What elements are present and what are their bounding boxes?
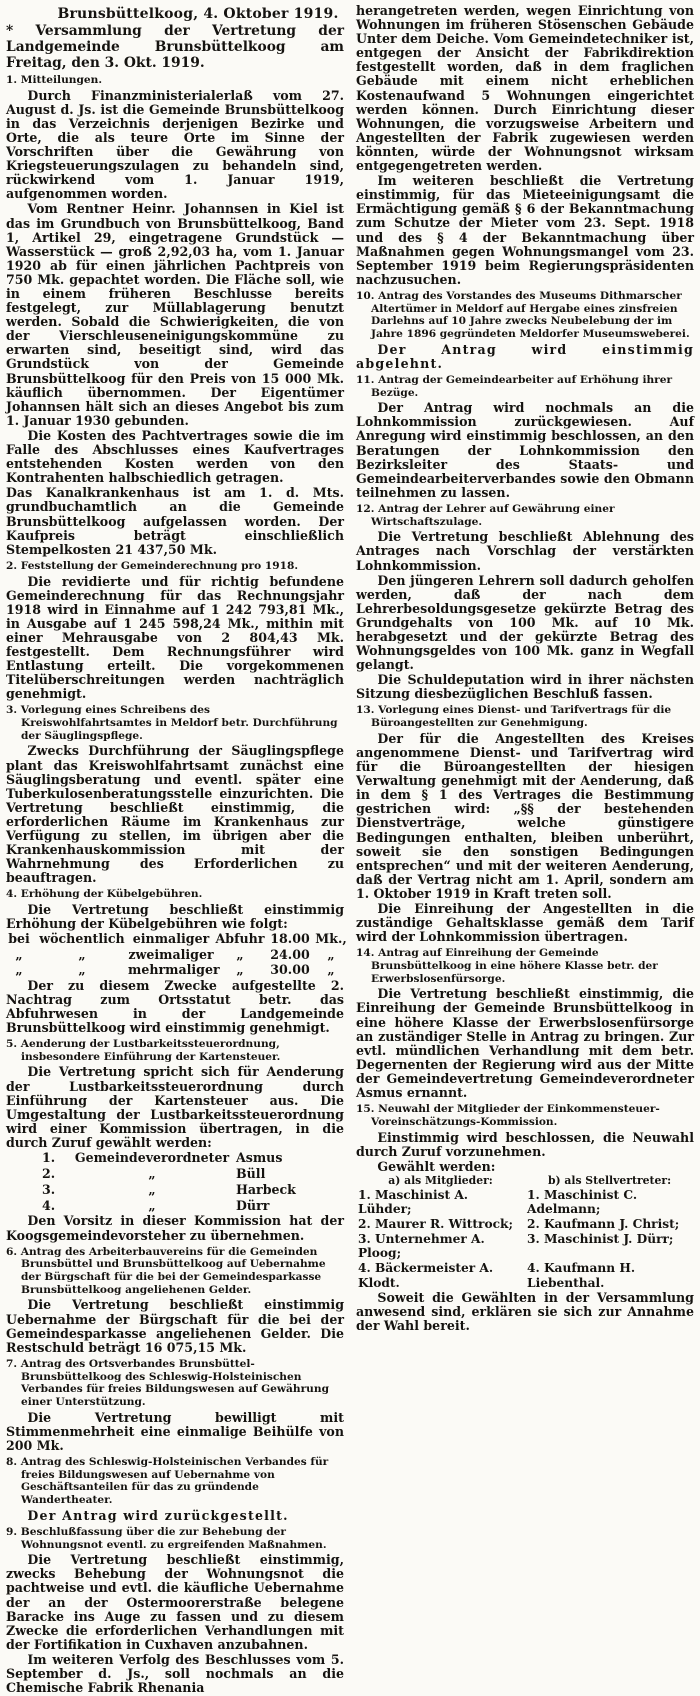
paragraph: Der Antrag wird einstimmig abgelehnt. [356,341,694,371]
paragraph: Der zu diesem Zwecke aufgestellte 2. Nachtrag zum Ortsstatut betr. das Abfuhrwesen in der Landgemeinde Brunsbüttelkoog wird einstimmig genehmigt. [6,977,344,1035]
item-heading: 9. Beschlußfassung über die zur Behebung der Wohnungsnot eventl. zu ergreifenden Maßnahmen. [6,1525,327,1551]
commission-cell: 1. [42,1150,56,1166]
column-left [6,4,347,1696]
item-heading: 1. Mitteilungen. [6,74,103,86]
elect-row [356,1261,694,1290]
fee-cell: „ [78,946,86,962]
paragraph: Die Vertretung beschließt einstimmig Erhöhung der Kübelgebühren wie folgt: [6,902,344,932]
elect-deputy: 4. Kaufmann H. Liebenthal. [527,1260,636,1290]
item-heading: 15. Neuwahl der Mitglieder der Einkommensteuer-Voreinschätzungs-Kommission. [356,1103,660,1128]
paragraph: Die Schuldeputation wird in ihrer nächsten Sitzung diesbezüglichen Beschluß fassen. [356,672,694,702]
fee-cell: wöchentlich [39,931,125,947]
paragraph: Im weiteren beschließt die Vertretung einstimmig, für das Mieteeinigungsamt die Ermächtigung gemäß § 6 der Bekanntmachung zum Schutze der Mieter vom 23. Sept. 1918 und des § 4 der Bekanntmachung über Maßnahmen gegen Wohnungsmangel vom 23. September 1919 beim Regierungspräsidenten nachzusuchen. [356,173,694,287]
item-heading: 13. Vorlegung eines Dienst- und Tarifvertrags für die Büroangestellten zur Genehmigung. [356,704,672,730]
fee-cell: „ [15,962,23,978]
commission-row [6,1183,344,1198]
item-heading: 4. Erhöhung der Kübelgebühren. [6,888,203,901]
paragraph: Soweit die Gewählten in der Versammlung anwesend sind, erklären sie sich zur Annahme der Wahl bereit. [356,1290,694,1334]
commission-cell: „ [148,1181,156,1197]
commission-cell: Gemeindeverordneter [74,1150,230,1166]
commission-cell: „ [148,1197,156,1213]
item-heading: 2. Feststellung der Gemeinderechnung pro 1918. [6,559,299,572]
elect-header-members: a) als Mitglieder: [388,1173,493,1187]
elect-row [356,1217,694,1232]
item-heading: 10. Antrag des Vorstandes des Museums Dithmarscher Altertümer in Meldorf auf Hergabe eines zinsfreien Darlehns auf 10 Jahre zwecks Neubelebung der im Jahre 1896 gegründeten Meldorfer Museumsweberei. [356,289,690,340]
paragraph: Die Vertretung beschließt einstimmig Uebernahme der Bürgschaft für die bei der Gemeindesparkasse angeliehenen Gelder. Die Restschuld beträgt 16 075,15 Mk. [6,1297,344,1355]
fee-cell: „ [327,962,335,978]
item-heading: 3. Vorlegung eines Schreibens des Kreiswohlfahrtsamtes in Meldorf betr. Durchführung der Säuglingspflege. [6,704,338,742]
paragraph: Im weiteren Verfolg des Beschlusses vom 5. September d. Js., soll nochmals an die Chemische Fabrik Rhenania [6,1651,344,1696]
elect-row [356,1188,694,1217]
fee-row [6,931,347,947]
column-right [356,4,694,1696]
paragraph: herangetreten werden, wegen Einrichtung von Wohnungen im früheren Stösenschen Gebäude Unter dem Deiche. Vom Gemeindetechniker ist, entgegen der Ansicht der Fabrikdirektion festgestellt worden, daß in dem fraglichen Gebäude mit einem nicht erheblichen Kostenaufwand 5 Wohnungen eingerichtet werden können. Durch Einrichtung dieser Wohnungen, die vorzugsweise Arbeitern und Angestellten der Fabrik zugewiesen werden könnten, würde der Wohnungsnot wirksam entgegengetreten werden. [356,3,694,174]
paragraph: Die Kosten des Pachtvertrages sowie die im Falle des Abschlusses eines Kaufvertrages entstehenden Kosten werden von den Kontrahenten halbschiedlich getragen. [6,427,344,486]
paragraph: Die Vertretung bewilligt mit Stimmenmehrheit eine einmalige Beihülfe von 200 Mk. [6,1409,344,1453]
paragraph: Die Vertretung beschließt einstimmig, zwecks Behebung der Wohnungsnot die pachtweise und evtl. die käufliche Uebernahme der an der Ostermoorerstraße belegene Baracke ins Auge zu fassen und zu diesem Zwecke die erforderlichen Verhandlungen mit der Fortifikation in Cuxhaven anzubahnen. [6,1552,344,1652]
fee-table [6,931,347,978]
article-title: * Versammlung der Vertretung der Landgemeinde Brunsbüttelkoog am Freitag, den 3. Okt. 1919. [6,23,344,71]
elect-deputy: 3. Maschinist J. Dürr; [527,1231,674,1246]
elect-deputy: 1. Maschinist C. Adelmann; [527,1187,638,1217]
fee-cell: einmaliger [132,931,210,947]
fee-cell: bei [8,931,30,947]
fee-row [6,948,344,962]
commission-cell: 2. [42,1165,56,1181]
elect-member: 1. Maschinist A. Lühder; [358,1187,469,1217]
commission-cell: Büll [236,1165,266,1181]
item-heading: 6. Antrag des Arbeiterbauvereins für die Gemeinden Brunsbüttel und Brunsbüttelkoog auf Uebernahme der Bürgschaft für die bei der Gemeindesparkasse Brunsbüttelkoog angeliehenen Gelder. [6,1245,326,1296]
item-heading: 12. Antrag der Lehrer auf Gewährung einer Wirtschaftszulage. [356,502,615,528]
fee-cell: „ [15,946,23,962]
elect-member: 4. Bäckermeister A. Klodt. [358,1260,494,1290]
elect-header-deputies: b) als Stellvertreter: [547,1173,672,1187]
dateline: Brunsbüttelkoog, 4. Oktober 1919. [57,6,339,22]
commission-cell: Harbeck [236,1181,296,1197]
commission-cell: 3. [42,1181,56,1197]
paragraph: Die Vertretung beschließt einstimmig, die Einreihung der Gemeinde Brunsbüttelkoog in eine höhere Klasse der Erwerbslosenfürsorge an zuständiger Stelle in Antrag zu bringen. Zur evtl. mündlichen Verhandlung mit dem betr. Degernenten der Regierung wird aus der Mitte der Gemeindevertretung Gemeindeverordneter Asmus ernannt. [356,986,694,1101]
commission-cell: Dürr [236,1197,270,1213]
paragraph: Den Vorsitz in dieser Kommission hat der Koogsgemeindevorsteher zu übernehmen. [6,1213,344,1243]
paragraph: Die Vertretung beschließt Ablehnung des Antrages nach Vorschlag der verstärkten Lohnkommission. [356,529,694,573]
fee-cell: zweimaliger [128,946,214,962]
commission-row [6,1199,344,1214]
elect-deputy: 2. Kaufmann J. Christ; [527,1217,680,1232]
commission-row [6,1151,344,1166]
elect-header [356,1175,694,1188]
commission-cell: 4. [42,1197,56,1213]
paragraph: Das Kanalkrankenhaus ist am 1. d. Mts. grundbuchamtlich an die Gemeinde Brunsbüttelkoog aufgelassen worden. Der Kaufpreis beträgt einschließlich Stempelkosten 21 437,50 Mk. [6,485,344,557]
fee-cell: 30.00 [270,962,310,978]
fee-cell: „ [236,962,244,978]
fee-cell: 18.00 [270,931,310,947]
elect-list [356,1175,694,1290]
paragraph: Die revidierte und für richtig befundene Gemeinderechnung für das Rechnungsjahr 1918 wird in Einnahme auf 1 242 793,81 Mk., in Ausgabe auf 1 245 598,24 Mk., mithin mit einer Mehrausgabe von 2 804,43 Mk. festgestellt. Dem Rechnungsführer wird Entlastung erteilt. Die vorgekommenen Titelüberschreitungen werden nachträglich genehmigt. [6,573,344,702]
elect-member: 3. Unternehmer A. Ploog; [358,1231,485,1261]
paragraph: Die Vertretung spricht sich für Aenderung der Lustbarkeitssteuerordnung durch Einführung der Kartensteuer aus. Die Umgestaltung der Lustbarkeitssteuerordnung wird einer Kommission übertragen, in die durch Zuruf gewählt werden: [6,1064,344,1150]
item-heading: 11. Antrag der Gemeindearbeiter auf Erhöhung ihrer Bezüge. [356,373,673,399]
fee-row [6,963,344,977]
fee-cell: mehrmaliger [128,962,220,978]
commission-cell: Asmus [236,1150,283,1166]
commission-row [6,1167,344,1182]
elect-member: 2. Maurer R. Wittrock; [358,1217,513,1232]
paragraph: Den jüngeren Lehrern soll dadurch geholfen werden, daß der nach dem Lehrerbesoldungsgesetze gekürzte Betrag des Grundgehalts von 100 Mk. auf 10 Mk. herabgesetzt und der gekürzte Betrag des Wohnungsgeldes von 100 Mk. ganz in Wegfall gelangt. [356,572,694,673]
paragraph: Der Antrag wird zurückgestellt. [27,1507,289,1523]
paragraph: Einstimmig wird beschlossen, die Neuwahl durch Zuruf vorzunehmen. [356,1129,694,1159]
item-heading: 8. Antrag des Schleswig-Holsteinischen Verbandes für freies Bildungswesen auf Uebernahme von Geschäftsanteilen für das zu gründende Wandertheater. [6,1455,329,1507]
commission-list [6,1151,344,1213]
paragraph: Gewählt werden: [377,1158,496,1174]
item-heading: 14. Antrag auf Einreihung der Gemeinde Brunsbüttelkoog in eine höhere Klasse betr. der Erwerbslosenfürsorge. [356,947,658,985]
fee-cell: „ [236,946,244,962]
commission-cell: „ [148,1165,156,1181]
paragraph: Die Einreihung der Angestellten in die zuständige Gehaltsklasse gemäß dem Tarif wird der Lohnkommission übertragen. [356,901,694,945]
fee-cell: Mk., [315,931,347,947]
item-heading: 7. Antrag des Ortsverbandes Brunsbüttel-Brunsbüttelkoog des Schleswig-Holsteinischen Verbandes für freies Bildungswesen auf Gewährung einer Unterstützung. [6,1357,329,1408]
item-heading: 5. Aenderung der Lustbarkeitssteuerordnung, insbesondere Einführung der Kartensteuer. [6,1038,281,1063]
fee-cell: Abfuhr [215,931,265,947]
elect-row [356,1232,694,1261]
paragraph: Der für die Angestellten des Kreises angenommene Dienst- und Tarifvertrag wird für die Büroangestellten der hiesigen Verwaltung genehmigt mit der Aenderung, daß in dem § 1 des Vertrages die Bestimmung gestrichen wird: „§§ der bestehenden Dienstverträge, welche günstigere Bedingungen enthalten, bleiben unberührt, soweit sie den sonstigen Bedingungen entsprechen“ und mit der weiteren Aenderung, daß der Vertrag nicht am 1. April, sondern am 1. Oktober 1919 in Kraft treten soll. [356,730,694,901]
paragraph: Vom Rentner Heinr. Johannsen in Kiel ist das im Grundbuch von Brunsbüttelkoog, Band 1, Artikel 29, eingetragene Grundstück — Wasserstück — groß 2,92,03 ha, vom 1. Januar 1920 ab für einen jährlichen Pachtpreis von 750 Mk. gepachtet worden. Die Fläche soll, wie in einem früheren Beschlusse bereits festgelegt, zur Müllablagerung benutzt werden. Sobald die Schwierigkeiten, die von der Vierschleuseneinigungskommüne zu erwarten sind, beseitigt sind, wird das Grundstück von der Gemeinde Brunsbüttelkoog für den Preis von 15 000 Mk. käuflich übernommen. Der Eigentümer Johannsen hält sich an dieses Angebot bis zum 1. Januar 1930 gebunden. [6,201,344,428]
paragraph: Zwecks Durchführung der Säuglingspflege plant das Kreiswohlfahrtsamt zunächst eine Säuglingsberatung und eventl. später eine Tuberkulosenberatungsstelle einzurichten. Die Vertretung beschließt einstimmig, die erforderlichen Räume im Krankenhaus zur Verfügung zu stellen, im übrigen aber die Krankenhauskommission mit der Wahrnehmung des Erforderlichen zu beauftragen. [6,743,344,886]
paragraph: Der Antrag wird nochmals an die Lohnkommission zurückgewiesen. Auf Anregung wird einstimmig beschlossen, an den Beratungen der Lohnkommission den Bezirksleiter des Staats- und Gemeindearbeiterverbandes sowie den Obmann teilnehmen zu lassen. [356,400,694,500]
fee-cell: „ [78,962,86,978]
fee-cell: 24.00 [270,946,310,962]
paragraph: Durch Finanzministerialerlaß vom 27. August d. Js. ist die Gemeinde Brunsbüttelkoog in das Verzeichnis derjenigen Bezirke und Orte, die als teure Orte im Sinne der Vorschriften über die Gewährung von Kriegsteuerungszulagen zu behandeln sind, rückwirkend vom 1. Januar 1919, aufgenommen worden. [6,87,344,202]
fee-cell: „ [327,946,335,962]
